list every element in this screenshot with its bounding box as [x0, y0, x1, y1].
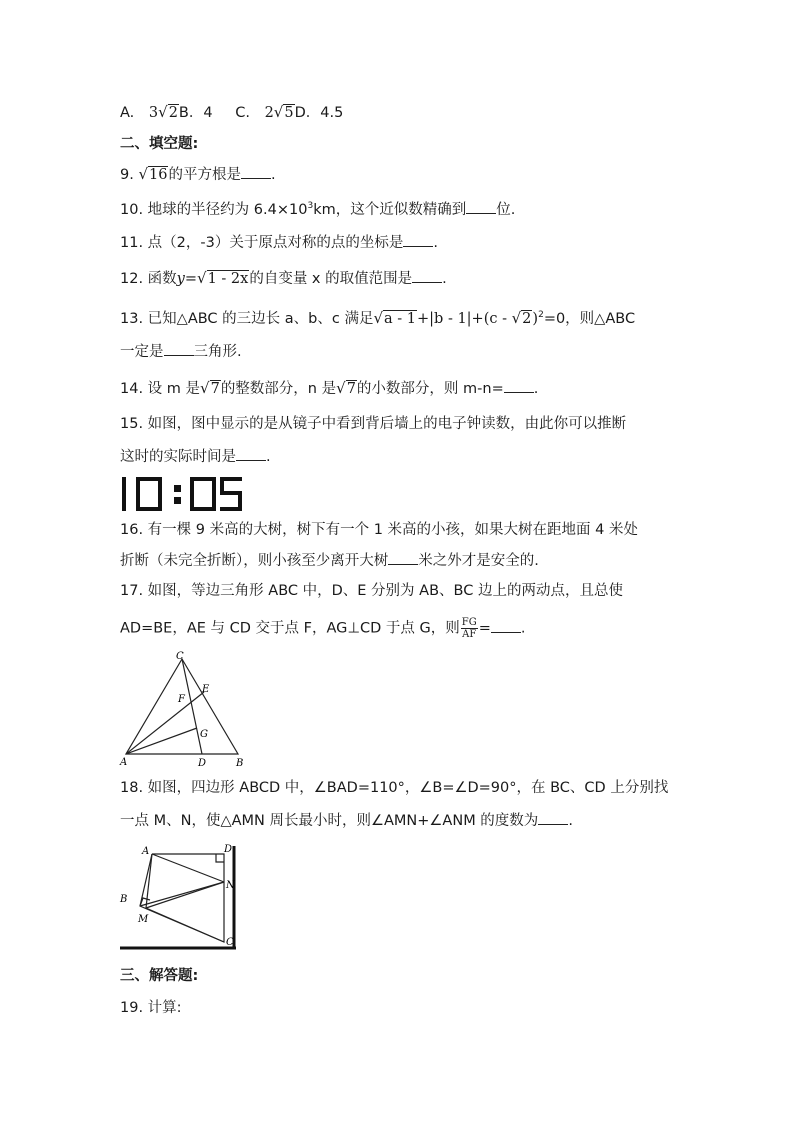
question-10: 10. 地球的半径约为 $6.4\times 10^3km$，这个近似数精确到 位. — [120, 201, 516, 218]
question-18: 18. 如图，四边形 ABCD 中，∠BAD=110°，∠B=∠D=90°，在 BC、CD 上分别找 — [120, 780, 669, 796]
question-14: 14. 设 m 是√7的整数部分，n 是√7的小数部分，则 m-n= . — [120, 379, 539, 397]
option-a-label: A. — [120, 105, 135, 121]
answer-blank[interactable] — [412, 268, 442, 283]
question-13: 13. 已知△ABC 的三边长 a、b、c 满足√a - 1+|b - 1|+(c - √2)$^2$=0，则△ABC — [120, 309, 636, 327]
answer-blank[interactable] — [466, 199, 496, 214]
label-D: D — [198, 758, 207, 769]
equilateral-triangle-figure — [112, 650, 252, 770]
label-C: C — [226, 937, 234, 948]
q8-options — [120, 102, 343, 123]
answer-blank[interactable] — [241, 164, 271, 179]
label-D: D — [224, 844, 233, 855]
label-B: B — [120, 894, 128, 905]
question-16-line2: 折断（未完全折断），则小孩至少离开大树 米之外才是安全的. — [120, 550, 539, 571]
option-c-value: 2√5 — [264, 103, 294, 121]
answer-blank[interactable] — [491, 618, 521, 633]
section-heading-solve: 三、解答题: — [120, 968, 199, 984]
quadrilateral-figure — [110, 838, 242, 952]
answer-blank[interactable] — [164, 341, 194, 356]
question-17-line2: AD=BE，AE 与 CD 交于点 F，AG⊥CD 于点 G，则 $\frac{FG}{AF}$ = . — [120, 617, 526, 640]
answer-blank[interactable] — [538, 810, 568, 825]
label-M: M — [138, 914, 149, 925]
label-C: C — [176, 651, 184, 662]
label-N: N — [226, 880, 235, 891]
question-18-line2: 一点 M、N，使△AMN 周长最小时，则∠AMN+∠ANM 的度数为 . — [120, 810, 573, 831]
answer-blank[interactable] — [388, 550, 418, 565]
question-12: 12. 函数y=√1 - 2x的自变量 x 的取值范围是 . — [120, 269, 447, 287]
label-G: G — [200, 729, 208, 740]
option-a-value: 3√2 — [148, 103, 178, 121]
question-16: 16. 有一棵 9 米高的大树，树下有一个 1 米高的小孩，如果大树在距地面 4 米处 — [120, 522, 638, 538]
section-heading-fill-blank: 二、填空题: — [120, 136, 199, 152]
question-13-line2: 一定是 三角形. — [120, 341, 242, 362]
option-d: D．4.5 — [294, 105, 344, 121]
label-A: A — [142, 846, 150, 857]
answer-blank[interactable] — [403, 232, 433, 247]
question-11: 11. 点（2，-3）关于原点对称的点的坐标是 . — [120, 232, 438, 253]
label-A: A — [120, 757, 128, 768]
answer-blank[interactable] — [504, 378, 534, 393]
option-b: B．4 — [178, 105, 213, 121]
question-15: 15. 如图，图中显示的是从镜子中看到背后墙上的电子钟读数，由此你可以推断 — [120, 416, 627, 432]
question-15-line2: 这时的实际时间是 . — [120, 446, 271, 467]
question-9: 9. √16的平方根是 . — [120, 165, 276, 183]
question-17: 17. 如图，等边三角形 ABC 中，D、E 分别为 AB、BC 边上的两动点，且总使 — [120, 583, 623, 599]
label-B: B — [236, 758, 244, 769]
option-c-label: C. — [235, 105, 250, 121]
label-E: E — [202, 684, 210, 695]
question-19: 19. 计算: — [120, 1000, 182, 1016]
mirror-clock-figure — [118, 476, 242, 512]
label-F: F — [178, 694, 185, 705]
answer-blank[interactable] — [236, 446, 266, 461]
